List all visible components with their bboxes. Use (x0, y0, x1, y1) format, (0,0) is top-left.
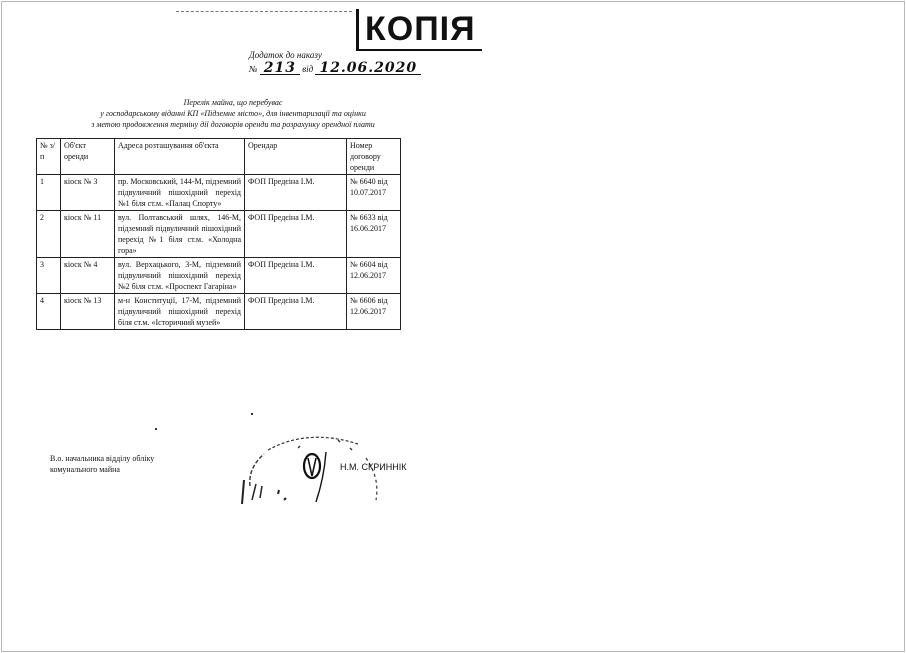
row-number: 2 (37, 211, 61, 258)
row-number: 3 (37, 258, 61, 294)
row-tenant: ФОП Предєіна І.М. (245, 175, 347, 211)
document-heading (60, 97, 406, 130)
table-row (37, 294, 401, 330)
signatory-name: Н.М. СКРИННІК (340, 462, 407, 472)
header-cell: Номер договору оренди (347, 139, 401, 175)
row-object: кіоск № 13 (61, 294, 115, 330)
appendix-block (249, 50, 421, 75)
signatory-title-line-1: В.о. начальника відділу обліку (50, 454, 155, 463)
header-cell: № з/п (37, 139, 61, 175)
row-number: 4 (37, 294, 61, 330)
header-cell: Орендар (245, 139, 347, 175)
copy-stamp: КОПІЯ (356, 9, 482, 51)
order-date: 12.06.2020 (315, 63, 421, 75)
table-row (37, 211, 401, 258)
row-object: кіоск № 11 (61, 211, 115, 258)
scan-speck (155, 428, 157, 430)
row-tenant: ФОП Предєіна І.М. (245, 211, 347, 258)
table-row (37, 175, 401, 211)
signatory-title-line-2: комунального майна (50, 465, 120, 474)
scan-speck (251, 413, 253, 415)
signatory-title (50, 453, 154, 475)
header-cell: Об'єкт оренди (61, 139, 115, 175)
table-header-row (37, 139, 401, 175)
heading-line-3: з метою продовження терміну дії договорів оренди та розрахунку орендної плати (91, 120, 375, 129)
row-address: вул. Полтавський шлях, 146-М, підземний підвуличний пішохідний перехід №1 біля ст.м. «Холодна гора» (115, 211, 245, 258)
row-address: вул. Верхацького, 3-М, підземний підвуличний пішохідний перехід №2 біля ст.м. «Проспект Гагаріна» (115, 258, 245, 294)
row-number: 1 (37, 175, 61, 211)
row-contract: № 6606 від 12.06.2017 (347, 294, 401, 330)
header-cell: Адреса розташування об'єкта (115, 139, 245, 175)
row-tenant: ФОП Предєіна І.М. (245, 294, 347, 330)
row-contract: № 6640 від 10.07.2017 (347, 175, 401, 211)
date-prefix: від (302, 64, 314, 74)
appendix-number-row (249, 60, 421, 76)
row-object: кіоск № 3 (61, 175, 115, 211)
heading-line-2: у господарському віданні КП «Підземне місто», для інвентаризації та оцінки (100, 109, 366, 118)
appendix-label: Додаток до наказу (249, 50, 322, 60)
row-object: кіоск № 4 (61, 258, 115, 294)
row-tenant: ФОП Предєіна І.М. (245, 258, 347, 294)
heading-line-1: Перелік майна, що перебуває (183, 98, 283, 107)
table-row (37, 258, 401, 294)
row-address: м-н Конституції, 17-М, підземний підвуличний пішохідний перехід біля ст.м. «Історичний музей» (115, 294, 245, 330)
row-contract: № 6604 від 12.06.2017 (347, 258, 401, 294)
order-number: 213 (260, 63, 300, 75)
number-prefix: № (249, 64, 258, 74)
property-table (36, 138, 401, 330)
row-address: пр. Московський, 144-М, підземний підвуличний пішохідний перехід №1 біля ст.м. «Палац Спорту» (115, 175, 245, 211)
row-contract: № 6633 від 16.06.2017 (347, 211, 401, 258)
top-scan-line (176, 11, 352, 12)
